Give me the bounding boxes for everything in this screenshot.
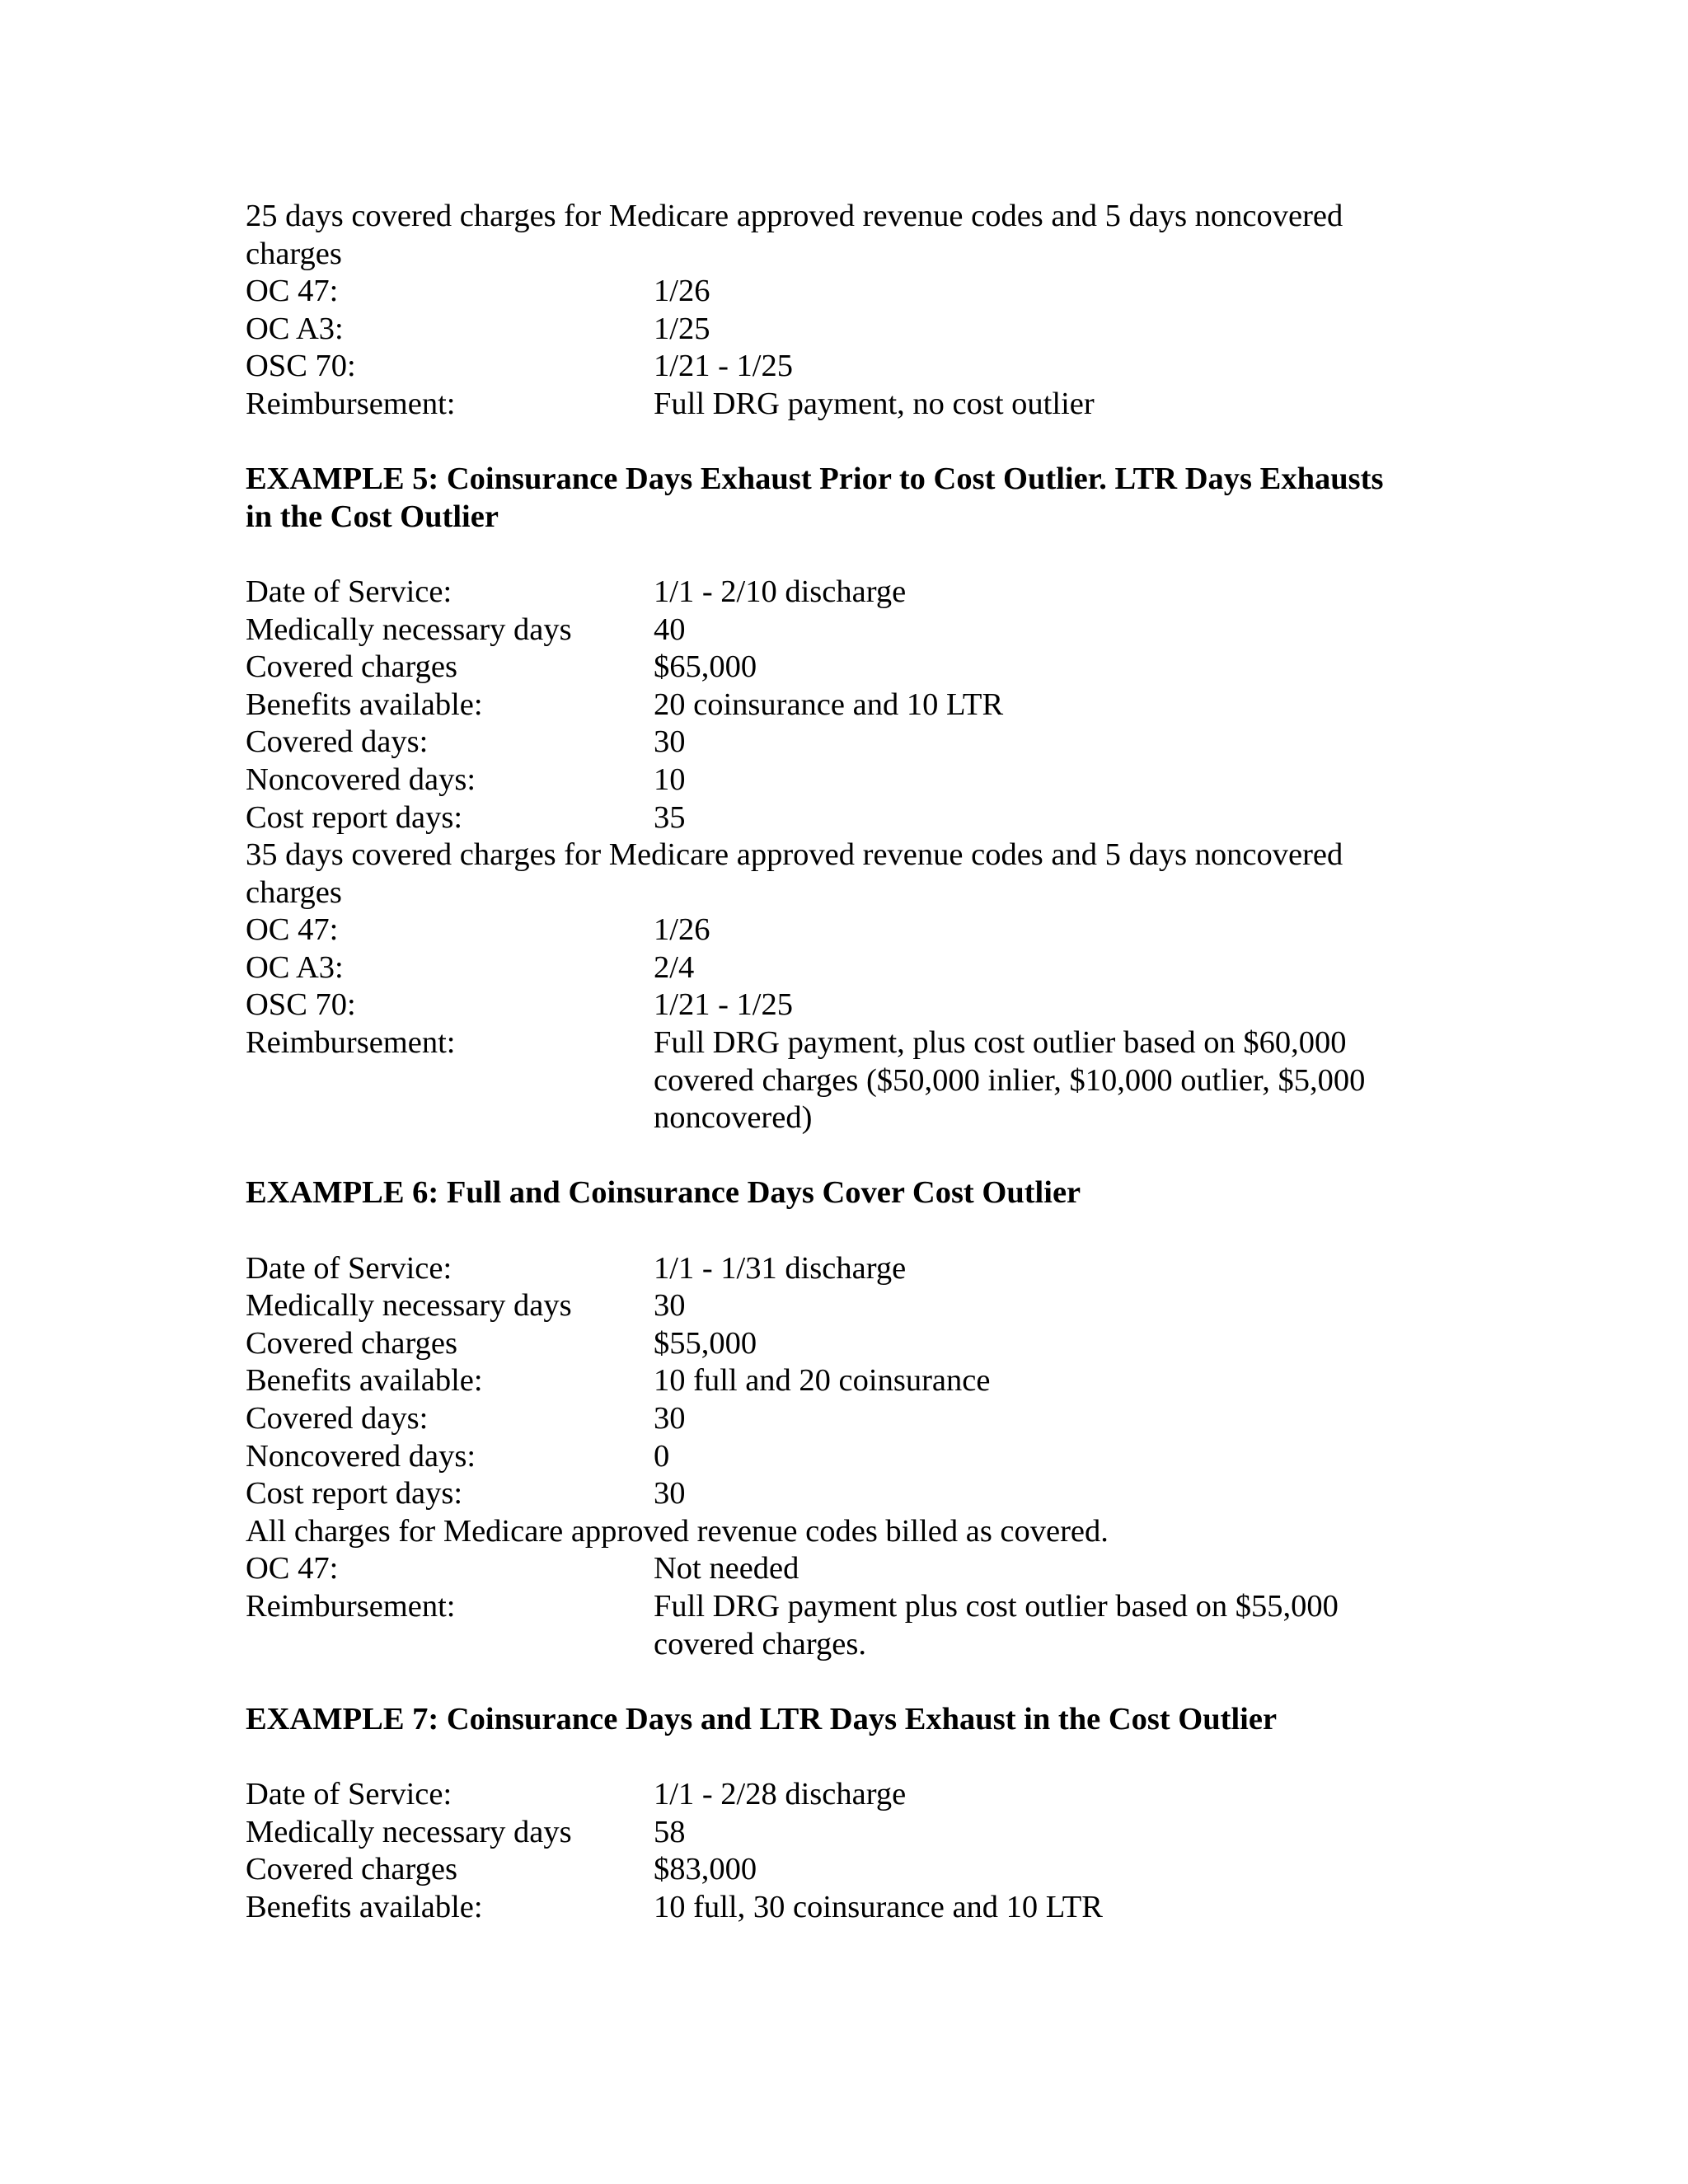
field-value: 30 (654, 1288, 686, 1324)
field-label: OC 47: (246, 912, 339, 948)
field-label: Benefits available: (246, 1363, 483, 1399)
section-heading: in the Cost Outlier (246, 499, 499, 534)
field-value: 1/26 (654, 274, 710, 309)
field-row (246, 987, 1449, 1024)
field-label: Reimbursement: (246, 386, 456, 421)
field-row (246, 1776, 1449, 1814)
field-row (246, 799, 1449, 837)
field-label: Date of Service: (246, 1776, 452, 1811)
field-row (246, 1400, 1449, 1438)
text-line: 25 days covered charges for Medicare approved revenue codes and 5 days noncovered (246, 199, 1343, 233)
field-label: Date of Service: (246, 574, 452, 609)
section-heading: EXAMPLE 7: Coinsurance Days and LTR Days Exhaust in the Cost Outlier (246, 1701, 1278, 1736)
field-value: 0 (654, 1438, 670, 1474)
field-value: Full DRG payment, no cost outlier (654, 386, 1095, 421)
value-line: noncovered) (654, 1100, 813, 1136)
field-label: OC 47: (246, 1551, 339, 1586)
field-row (246, 348, 1449, 386)
field-row (246, 1024, 1449, 1137)
spacer (246, 536, 1449, 574)
field-value (654, 1588, 1449, 1663)
field-row (246, 1438, 1449, 1476)
field-row (246, 612, 1449, 649)
field-value: Not needed (654, 1551, 799, 1586)
field-value: 35 (654, 799, 686, 835)
field-label: Reimbursement: (246, 1025, 456, 1061)
field-label: Covered charges (246, 1325, 457, 1361)
field-row (246, 386, 1449, 424)
text-line: 35 days covered charges for Medicare approved revenue codes and 5 days noncovered (246, 837, 1343, 873)
field-label: Covered days: (246, 1401, 429, 1436)
spacer (246, 424, 1449, 462)
field-value: 30 (654, 1401, 686, 1436)
field-value: 1/1 - 2/28 discharge (654, 1776, 907, 1811)
field-label: Reimbursement: (246, 1588, 456, 1624)
section-heading: EXAMPLE 5: Coinsurance Days Exhaust Prior to Cost Outlier. LTR Days Exhausts (246, 462, 1384, 497)
field-row (246, 949, 1449, 987)
value-line: covered charges. (654, 1626, 866, 1661)
field-row (246, 1588, 1449, 1663)
field-row (246, 1814, 1449, 1852)
field-row (246, 1362, 1449, 1400)
field-value: 1/1 - 1/31 discharge (654, 1250, 907, 1286)
field-row (246, 1250, 1449, 1288)
field-value: $83,000 (654, 1852, 757, 1887)
field-row (246, 724, 1449, 762)
field-label: Benefits available: (246, 1889, 483, 1924)
spacer (246, 1663, 1449, 1701)
field-row (246, 574, 1449, 612)
field-value: 1/26 (654, 912, 710, 948)
field-value: 1/21 - 1/25 (654, 987, 793, 1023)
field-value: $65,000 (654, 649, 757, 685)
field-row (246, 912, 1449, 949)
section-heading: EXAMPLE 6: Full and Coinsurance Days Cover Cost Outlier (246, 1175, 1081, 1211)
field-label: Date of Service: (246, 1250, 452, 1286)
field-label: Benefits available: (246, 687, 483, 722)
field-value: 10 (654, 762, 686, 797)
field-row (246, 1851, 1449, 1889)
value-line: Full DRG payment plus cost outlier based on $55,000 (654, 1588, 1339, 1624)
field-value: 1/1 - 2/10 discharge (654, 574, 907, 609)
field-label: OC A3: (246, 949, 344, 985)
field-label: OC 47: (246, 274, 339, 309)
field-label: Medically necessary days (246, 612, 572, 647)
field-label: Covered charges (246, 649, 457, 685)
spacer (246, 1212, 1449, 1250)
text-line: charges (246, 236, 342, 271)
field-row (246, 273, 1449, 311)
field-row (246, 1889, 1449, 1927)
field-label: Medically necessary days (246, 1288, 572, 1324)
field-value: 40 (654, 612, 686, 647)
field-value (654, 1024, 1449, 1137)
field-label: OSC 70: (246, 987, 356, 1023)
spacer (246, 1137, 1449, 1175)
field-value: 30 (654, 724, 686, 760)
text-line: charges (246, 874, 342, 910)
field-value: 58 (654, 1814, 686, 1849)
field-row (246, 311, 1449, 349)
document-page (246, 198, 1449, 1926)
field-row (246, 649, 1449, 687)
field-value: 1/25 (654, 311, 710, 346)
spacer (246, 1738, 1449, 1776)
field-value: $55,000 (654, 1325, 757, 1361)
value-line: covered charges ($50,000 inlier, $10,000 outlier, $5,000 (654, 1062, 1366, 1098)
field-value: 1/21 - 1/25 (654, 349, 793, 384)
field-row (246, 1550, 1449, 1588)
field-value: 2/4 (654, 949, 695, 985)
field-row (246, 1287, 1449, 1325)
field-label: Covered charges (246, 1852, 457, 1887)
field-label: OC A3: (246, 311, 344, 346)
field-label: Medically necessary days (246, 1814, 572, 1849)
field-label: Cost report days: (246, 1476, 463, 1511)
value-line: Full DRG payment, plus cost outlier based on $60,000 (654, 1025, 1347, 1061)
field-label: Noncovered days: (246, 1438, 476, 1474)
field-value: 20 coinsurance and 10 LTR (654, 687, 1004, 722)
field-row (246, 762, 1449, 799)
field-label: OSC 70: (246, 349, 356, 384)
text-line: All charges for Medicare approved revenue codes billed as covered. (246, 1513, 1109, 1549)
field-value: 10 full and 20 coinsurance (654, 1363, 991, 1399)
field-label: Cost report days: (246, 799, 463, 835)
field-row (246, 1475, 1449, 1513)
field-row (246, 1325, 1449, 1363)
field-label: Covered days: (246, 724, 429, 760)
field-value: 30 (654, 1476, 686, 1511)
field-row (246, 687, 1449, 724)
field-label: Noncovered days: (246, 762, 476, 797)
field-value: 10 full, 30 coinsurance and 10 LTR (654, 1889, 1103, 1924)
